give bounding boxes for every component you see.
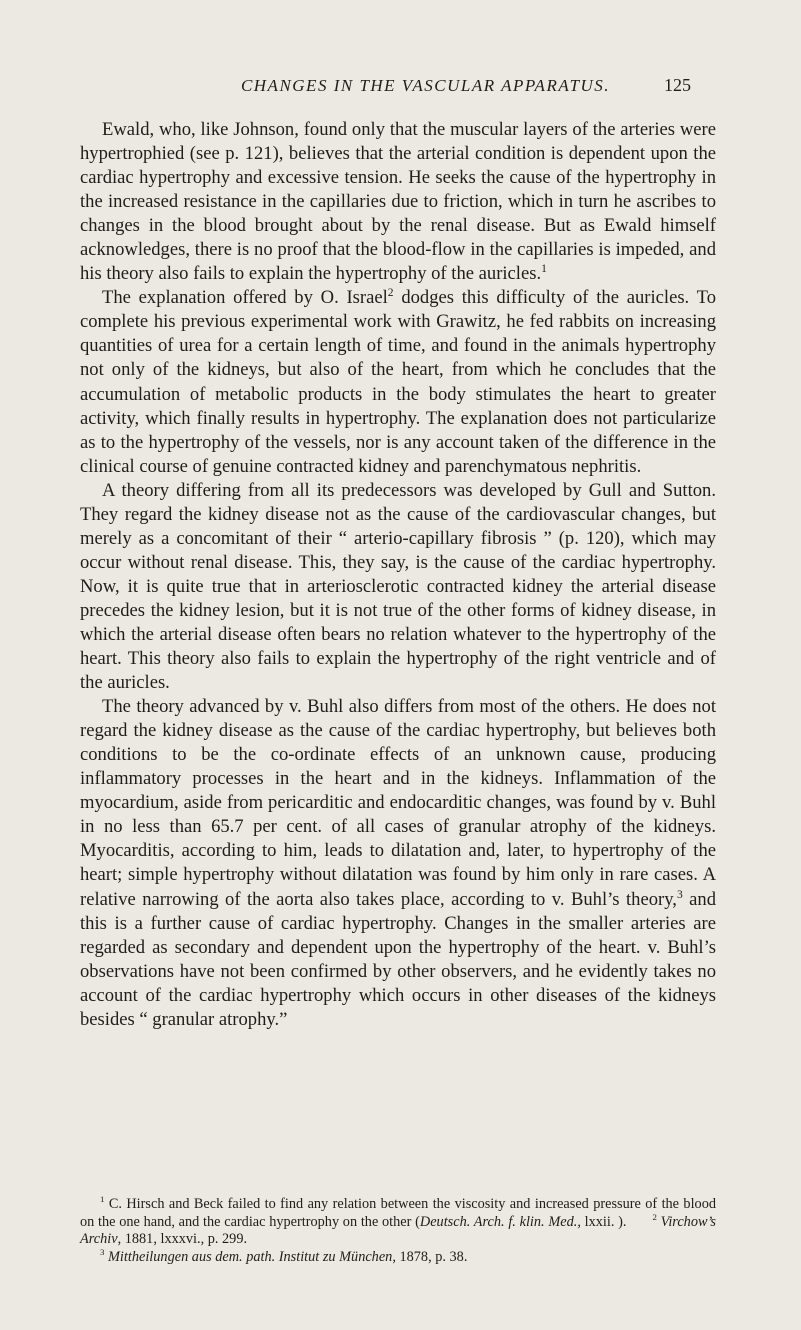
footnotes [80, 1196, 716, 1266]
paragraph [80, 479, 716, 695]
paragraph-text-run: and this is a further cause of cardiac hypertrophy. Changes in the smaller arteries are regarded as secondary and dependent upon the hypertrophy of the heart. v. Buhl’s observations have not been confirmed by other observers, and he evidently takes no account of the cardiac hypertrophy which occurs in other diseases of the kidneys besides “ granular atrophy.” [80, 888, 716, 1030]
footnote [80, 1249, 716, 1267]
paragraph-text-run: The explanation offered by O. Israel [102, 287, 388, 309]
paragraph [80, 118, 716, 286]
running-head: CHANGES IN THE VASCULAR APPARATUS. [240, 76, 611, 95]
footnote-marker: 1 [100, 1194, 105, 1205]
paragraph-text-run: A theory differing from all its predecessors was developed by Gull and Sutton. They regard the kidney disease not as the cause of the cardiovascular changes, but merely as a concomitant of their “ arterio-capillary fibrosis ” (p. 120), which may occur without renal disease. This, they say, is the cause of the cardiac hypertrophy. Now, it is quite true that in arteriosclerotic contracted kidney the arterial disease precedes the kidney lesion, but it is not true of the other forms of kidney disease, in which the arterial disease often bears no relation whatever to the hypertrophy of the heart. This theory also fails to explain the hypertrophy of the right ventricle and of the auricles. [80, 479, 716, 694]
italic-citation: Mittheilungen aus dem. path. Institut zu München [108, 1248, 393, 1265]
page-number: 125 [664, 75, 691, 95]
footnote-text-run: , 1881, lxxxvi., p. 299. [117, 1231, 248, 1248]
paragraph [80, 695, 716, 1032]
paragraph-text-run: Ewald, who, like Johnson, found only that the muscular layers of the arteries were hypertrophied (see p. 121), believes that the arterial condition is dependent upon the cardiac hypertrophy and excessive tension. He seeks the cause of the hypertrophy in the increased resistance in the capillaries due to friction, which in turn he ascribes to changes in the blood brought about by the renal disease. But as Ewald himself acknowledges, there is no proof that the blood-flow in the capillaries is impeded, and his theory also fails to explain the hypertrophy of the auricles. [80, 119, 716, 285]
footnote-marker: 2 [652, 1211, 657, 1222]
footnote-marker: 3 [676, 888, 683, 901]
footnote-marker: 3 [100, 1247, 105, 1258]
footnote-text-run: , lxxii. ). [577, 1213, 627, 1230]
italic-citation: Deutsch. Arch. f. klin. Med. [419, 1213, 578, 1230]
italic-citation: Virchow’s Archiv [80, 1213, 716, 1248]
footnote-text-run: C. Hirsch and Beck failed to find any relation between the viscosity and increased pressure of the blood on the one hand, and the cardiac hypertrophy on the other ( [80, 1196, 716, 1230]
paragraph [80, 286, 716, 478]
body-text [80, 118, 716, 1032]
footnote-text-run: , 1878, p. 38. [392, 1248, 468, 1265]
footnote-marker: 1 [541, 263, 547, 276]
footnote-marker: 2 [387, 287, 394, 300]
paragraph-text-run: The theory advanced by v. Buhl also differs from most of the others. He does not regard the kidney disease as the cause of the cardiac hypertrophy, but believes both conditions to be the co-ordinate effects of an unknown cause, producing inflammatory processes in the heart and in the kidneys. Inflammation of the myocardium, aside from pericarditic and endocarditic changes, was found by v. Buhl in no less than 65.7 per cent. of all cases of granular atrophy of the kidneys. Myocarditis, according to him, leads to dilatation and, later, to hypertrophy of the heart; simple hypertrophy without dilatation was found by him only in rare cases. A relative narrowing of the aorta also takes place, according to v. Buhl’s theory, [80, 696, 716, 910]
footnote [80, 1196, 716, 1249]
paragraph-text-run: dodges this difficulty of the auricles. To complete his previous experimental work with Grawitz, he fed rabbits on increasing quantities of urea for a certain length of time, and found in the animals hypertrophy not only of the kidneys, but also of the heart, from which he concludes that the accumulation of metabolic products in the body stimulates the heart to greater activity, which finally results in hypertrophy. The explanation does not particularize as to the hypertrophy of the vessels, nor is any account taken of the difference in the clinical course of genuine contracted kidney and parenchymatous nephritis. [80, 287, 716, 477]
